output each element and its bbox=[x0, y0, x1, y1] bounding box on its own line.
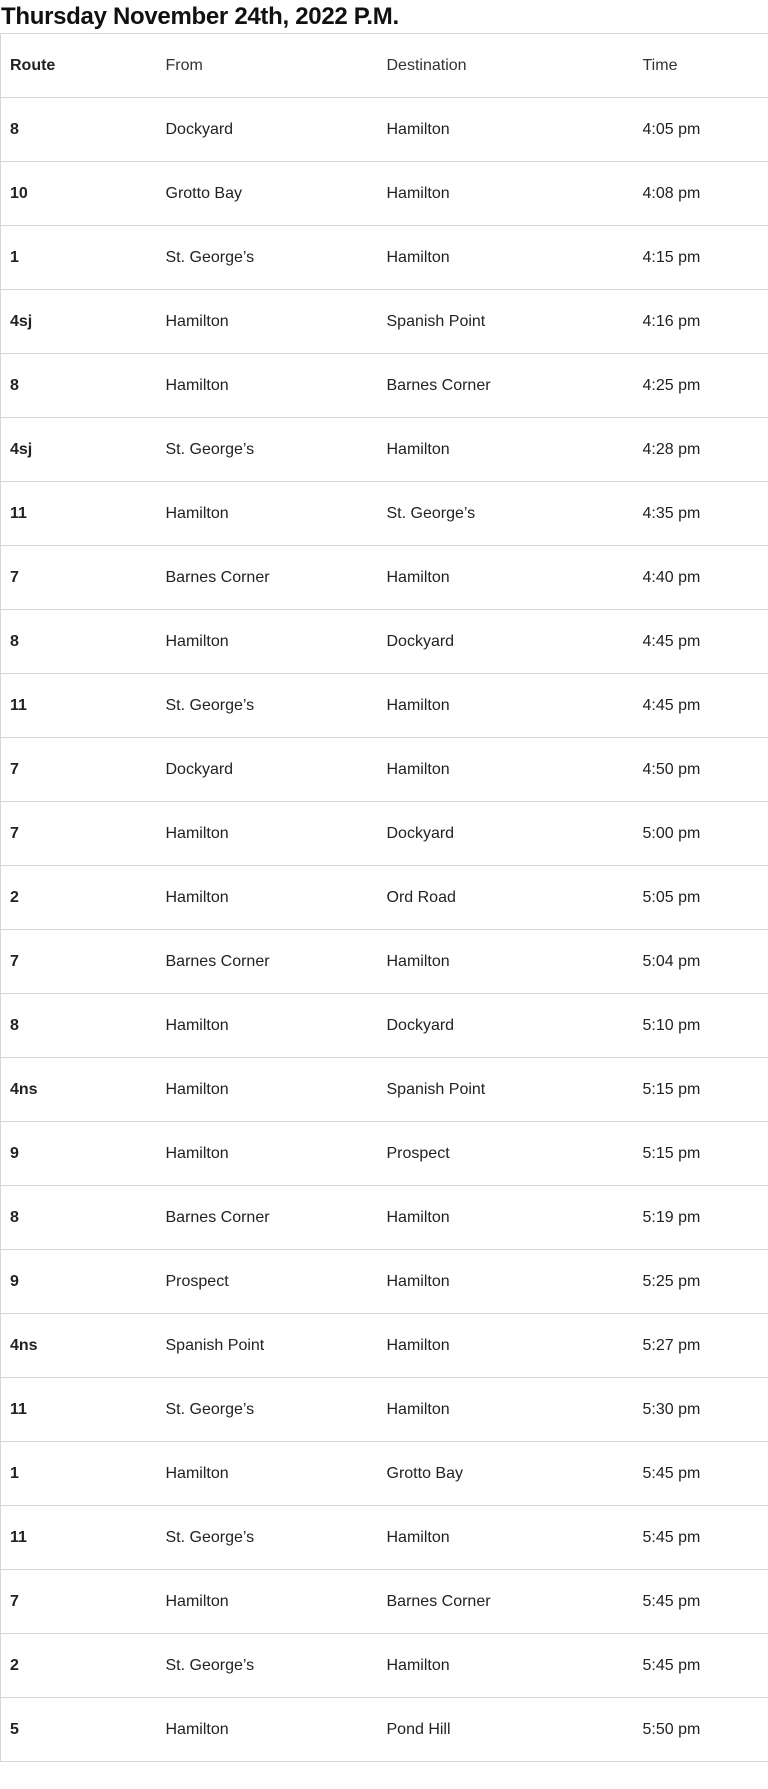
time-cell: 5:50 pm bbox=[634, 1698, 768, 1762]
table-row bbox=[1, 1378, 768, 1442]
from-cell: Dockyard bbox=[157, 98, 378, 162]
from-cell: St. George’s bbox=[157, 1634, 378, 1698]
route-cell: 4sj bbox=[1, 290, 157, 354]
page-title: Thursday November 24th, 2022 P.M. bbox=[1, 3, 399, 30]
destination-cell: Ord Road bbox=[378, 866, 634, 930]
destination-cell: Spanish Point bbox=[378, 290, 634, 354]
from-cell: Dockyard bbox=[157, 738, 378, 802]
route-cell: 4ns bbox=[1, 1314, 157, 1378]
from-cell: St. George’s bbox=[157, 226, 378, 290]
time-cell: 5:05 pm bbox=[634, 866, 768, 930]
time-cell: 4:25 pm bbox=[634, 354, 768, 418]
route-cell: 4ns bbox=[1, 1058, 157, 1122]
header-route: Route bbox=[1, 34, 157, 98]
from-cell: Spanish Point bbox=[157, 1314, 378, 1378]
time-cell: 4:28 pm bbox=[634, 418, 768, 482]
table-row bbox=[1, 1442, 768, 1506]
route-cell: 7 bbox=[1, 930, 157, 994]
from-cell: Barnes Corner bbox=[157, 1186, 378, 1250]
from-cell: Hamilton bbox=[157, 1122, 378, 1186]
table-row bbox=[1, 1186, 768, 1250]
time-cell: 4:45 pm bbox=[634, 674, 768, 738]
destination-cell: Pond Hill bbox=[378, 1698, 634, 1762]
route-cell: 1 bbox=[1, 226, 157, 290]
destination-cell: Hamilton bbox=[378, 98, 634, 162]
table-row bbox=[1, 930, 768, 994]
table-row bbox=[1, 1570, 768, 1634]
header-from: From bbox=[157, 34, 378, 98]
from-cell: Hamilton bbox=[157, 994, 378, 1058]
time-cell: 4:35 pm bbox=[634, 482, 768, 546]
time-cell: 5:15 pm bbox=[634, 1058, 768, 1122]
destination-cell: Hamilton bbox=[378, 674, 634, 738]
route-cell: 11 bbox=[1, 1378, 157, 1442]
table-row bbox=[1, 738, 768, 802]
time-cell: 5:30 pm bbox=[634, 1378, 768, 1442]
from-cell: Hamilton bbox=[157, 802, 378, 866]
destination-cell: Hamilton bbox=[378, 1634, 634, 1698]
table-row bbox=[1, 1698, 768, 1762]
time-cell: 5:00 pm bbox=[634, 802, 768, 866]
from-cell: St. George’s bbox=[157, 418, 378, 482]
table-row bbox=[1, 226, 768, 290]
time-cell: 4:40 pm bbox=[634, 546, 768, 610]
route-cell: 8 bbox=[1, 994, 157, 1058]
route-cell: 11 bbox=[1, 482, 157, 546]
table-row bbox=[1, 546, 768, 610]
from-cell: St. George’s bbox=[157, 1506, 378, 1570]
from-cell: Hamilton bbox=[157, 866, 378, 930]
from-cell: Hamilton bbox=[157, 1570, 378, 1634]
route-cell: 5 bbox=[1, 1698, 157, 1762]
destination-cell: Hamilton bbox=[378, 418, 634, 482]
table-row bbox=[1, 1634, 768, 1698]
destination-cell: Hamilton bbox=[378, 1378, 634, 1442]
route-cell: 7 bbox=[1, 546, 157, 610]
destination-cell: Hamilton bbox=[378, 1314, 634, 1378]
route-cell: 4sj bbox=[1, 418, 157, 482]
time-cell: 4:50 pm bbox=[634, 738, 768, 802]
from-cell: Barnes Corner bbox=[157, 546, 378, 610]
from-cell: Hamilton bbox=[157, 1058, 378, 1122]
table-row bbox=[1, 1058, 768, 1122]
destination-cell: Spanish Point bbox=[378, 1058, 634, 1122]
route-cell: 11 bbox=[1, 674, 157, 738]
destination-cell: Hamilton bbox=[378, 738, 634, 802]
route-cell: 11 bbox=[1, 1506, 157, 1570]
table-row bbox=[1, 674, 768, 738]
time-cell: 5:04 pm bbox=[634, 930, 768, 994]
time-cell: 5:15 pm bbox=[634, 1122, 768, 1186]
table-row bbox=[1, 418, 768, 482]
from-cell: Hamilton bbox=[157, 482, 378, 546]
destination-cell: Hamilton bbox=[378, 1506, 634, 1570]
table-row bbox=[1, 994, 768, 1058]
destination-cell: Dockyard bbox=[378, 994, 634, 1058]
table-row bbox=[1, 1122, 768, 1186]
table-header-row bbox=[1, 34, 768, 98]
route-cell: 9 bbox=[1, 1122, 157, 1186]
destination-cell: Dockyard bbox=[378, 610, 634, 674]
destination-cell: Prospect bbox=[378, 1122, 634, 1186]
table-row bbox=[1, 1314, 768, 1378]
time-cell: 4:05 pm bbox=[634, 98, 768, 162]
from-cell: Grotto Bay bbox=[157, 162, 378, 226]
route-cell: 2 bbox=[1, 1634, 157, 1698]
route-cell: 7 bbox=[1, 802, 157, 866]
from-cell: Barnes Corner bbox=[157, 930, 378, 994]
from-cell: St. George’s bbox=[157, 1378, 378, 1442]
route-cell: 8 bbox=[1, 354, 157, 418]
destination-cell: Dockyard bbox=[378, 802, 634, 866]
route-cell: 7 bbox=[1, 1570, 157, 1634]
time-cell: 5:45 pm bbox=[634, 1506, 768, 1570]
time-cell: 5:45 pm bbox=[634, 1634, 768, 1698]
table-row bbox=[1, 866, 768, 930]
from-cell: Prospect bbox=[157, 1250, 378, 1314]
destination-cell: Hamilton bbox=[378, 1186, 634, 1250]
time-cell: 5:27 pm bbox=[634, 1314, 768, 1378]
table-row bbox=[1, 162, 768, 226]
from-cell: Hamilton bbox=[157, 354, 378, 418]
time-cell: 4:45 pm bbox=[634, 610, 768, 674]
bus-schedule-table bbox=[0, 33, 768, 1762]
from-cell: Hamilton bbox=[157, 610, 378, 674]
route-cell: 1 bbox=[1, 1442, 157, 1506]
table-row bbox=[1, 610, 768, 674]
destination-cell: Hamilton bbox=[378, 930, 634, 994]
destination-cell: Barnes Corner bbox=[378, 1570, 634, 1634]
time-cell: 4:08 pm bbox=[634, 162, 768, 226]
from-cell: Hamilton bbox=[157, 1442, 378, 1506]
table-row bbox=[1, 290, 768, 354]
time-cell: 4:16 pm bbox=[634, 290, 768, 354]
time-cell: 5:45 pm bbox=[634, 1570, 768, 1634]
route-cell: 2 bbox=[1, 866, 157, 930]
table-row bbox=[1, 1250, 768, 1314]
destination-cell: Hamilton bbox=[378, 226, 634, 290]
table-row bbox=[1, 98, 768, 162]
from-cell: Hamilton bbox=[157, 1698, 378, 1762]
table-row bbox=[1, 482, 768, 546]
from-cell: Hamilton bbox=[157, 290, 378, 354]
route-cell: 8 bbox=[1, 610, 157, 674]
route-cell: 9 bbox=[1, 1250, 157, 1314]
time-cell: 4:15 pm bbox=[634, 226, 768, 290]
from-cell: St. George’s bbox=[157, 674, 378, 738]
header-destination: Destination bbox=[378, 34, 634, 98]
destination-cell: Barnes Corner bbox=[378, 354, 634, 418]
destination-cell: St. George’s bbox=[378, 482, 634, 546]
route-cell: 8 bbox=[1, 98, 157, 162]
route-cell: 8 bbox=[1, 1186, 157, 1250]
table-row bbox=[1, 802, 768, 866]
time-cell: 5:25 pm bbox=[634, 1250, 768, 1314]
time-cell: 5:45 pm bbox=[634, 1442, 768, 1506]
destination-cell: Hamilton bbox=[378, 546, 634, 610]
destination-cell: Grotto Bay bbox=[378, 1442, 634, 1506]
route-cell: 7 bbox=[1, 738, 157, 802]
destination-cell: Hamilton bbox=[378, 1250, 634, 1314]
table-row bbox=[1, 1506, 768, 1570]
route-cell: 10 bbox=[1, 162, 157, 226]
time-cell: 5:10 pm bbox=[634, 994, 768, 1058]
table-row bbox=[1, 354, 768, 418]
header-time: Time bbox=[634, 34, 768, 98]
time-cell: 5:19 pm bbox=[634, 1186, 768, 1250]
destination-cell: Hamilton bbox=[378, 162, 634, 226]
